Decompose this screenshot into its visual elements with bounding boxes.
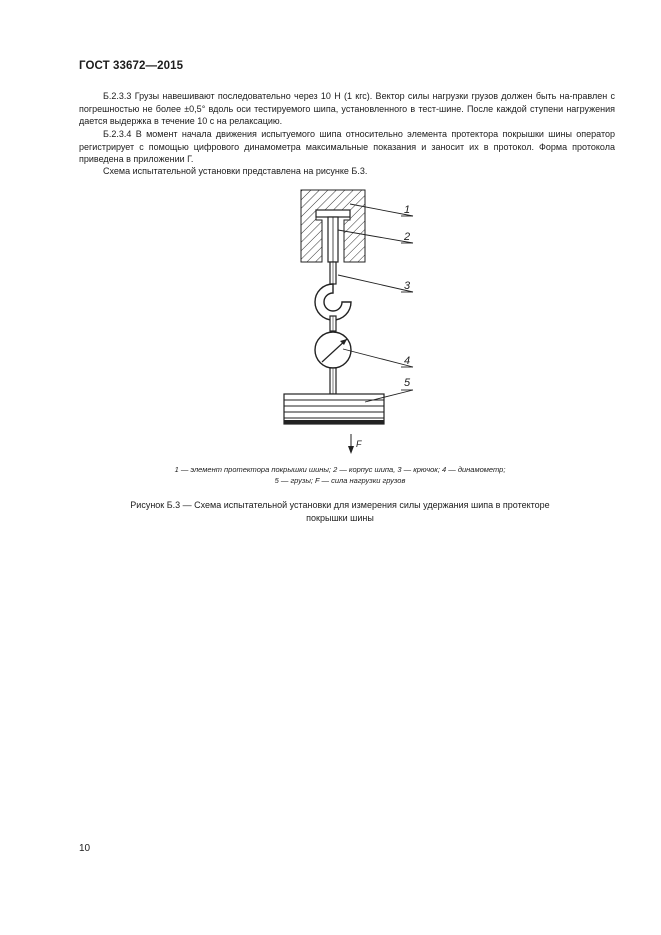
rod-weights bbox=[330, 368, 336, 394]
paragraph-scheme-intro bbox=[79, 165, 615, 178]
stud-body bbox=[316, 210, 350, 262]
paragraph-text: Б.2.3.4 В момент начала движения испытуемого шипа относительно элемента протектора покрышки шины оператор регистрирует с помощью цифрового динамометра максимальные показания и заносит их в протокол. Форма протокола приведена в приложении Г. bbox=[79, 129, 615, 165]
callout-1: 1 bbox=[404, 204, 411, 216]
paragraph-b-2-3-4 bbox=[79, 128, 615, 166]
hook bbox=[315, 284, 351, 320]
force-label: F bbox=[356, 439, 362, 449]
paragraph-text: Схема испытательной установки представлена на рисунке Б.3. bbox=[103, 166, 368, 176]
figure-caption: Рисунок Б.3 — Схема испытательной установки для измерения силы удержания шипа в протекторе покрышки шины bbox=[130, 500, 550, 523]
callout-2: 2 bbox=[404, 231, 411, 243]
page-number: 10 bbox=[79, 843, 91, 854]
paragraph-b-2-3-3 bbox=[79, 90, 615, 128]
force-arrow bbox=[348, 434, 354, 454]
paragraph-text: Б.2.3.3 Грузы навешивают последовательно через 10 Н (1 кгс). Вектор силы нагрузки грузов должен быть на-правлен с погрешностью не более ±0,5° вдоль оси тестируемого шипа, установленного в тест-шине. После каждой ступени нагружения дается выдержка в течение 10 с на релаксацию. bbox=[79, 91, 615, 127]
rod bbox=[330, 262, 336, 284]
callout-5: 5 bbox=[404, 377, 411, 389]
figure-legend-line-1: 1 — элемент протектора покрышки шины; 2 — корпус шипа, 3 — крючок; 4 — динамометр; bbox=[174, 465, 506, 474]
leader-lines bbox=[338, 204, 413, 402]
dynamometer bbox=[315, 332, 351, 368]
document-code-header: ГОСТ 33672—2015 bbox=[79, 60, 184, 72]
callout-3: 3 bbox=[404, 280, 411, 292]
weights bbox=[284, 394, 384, 424]
figure-legend-line-2: 5 — грузы; F — сила нагрузки грузов bbox=[274, 476, 406, 485]
rod-lower bbox=[330, 316, 336, 331]
callout-4: 4 bbox=[404, 355, 411, 367]
tread-element bbox=[301, 190, 365, 262]
